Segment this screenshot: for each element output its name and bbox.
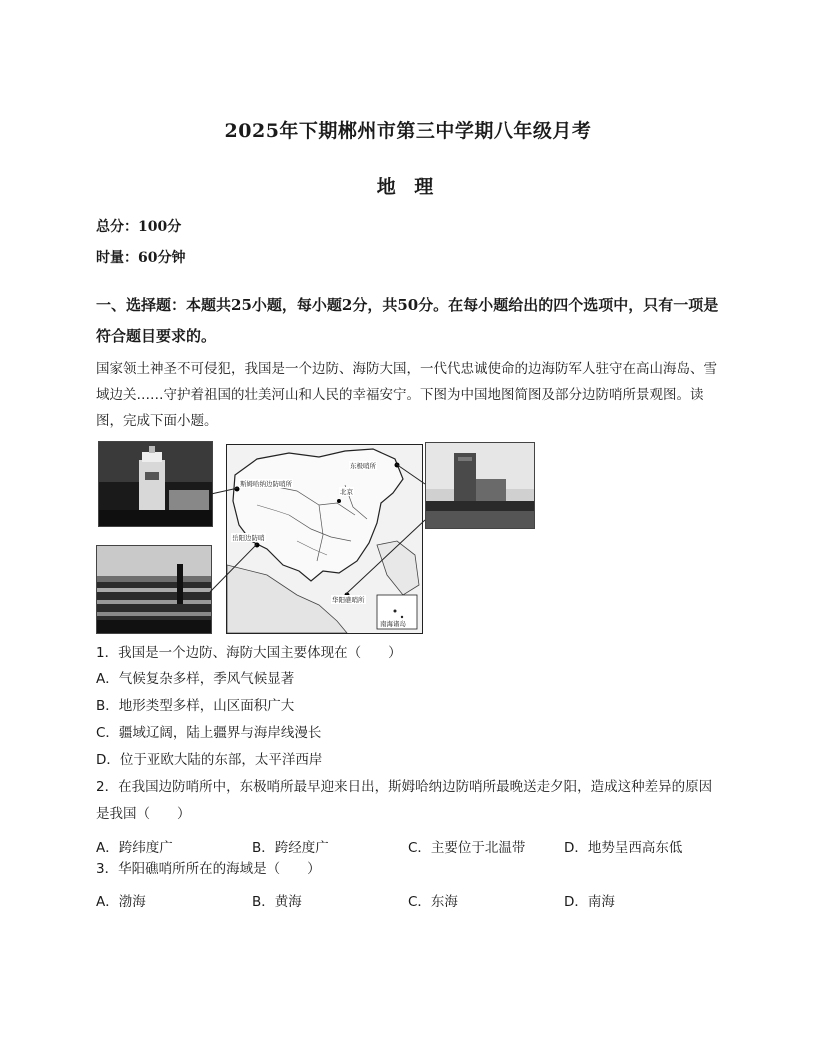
option-a[interactable]: A．跨纬度广 [96, 840, 173, 856]
option-d[interactable]: D．地势呈西高东低 [564, 840, 683, 856]
photo-west-post [98, 441, 213, 527]
total-score: 总分：100分 [96, 219, 182, 235]
option-a[interactable]: A．渤海 [96, 894, 146, 910]
label-capital: 北京 [340, 488, 353, 496]
question-stem: 2．在我国边防哨所中，东极哨所最早迎来日出，斯姆哈纳边防哨所最晚送走夕阳，造成这种差异的原因是我国（ ） [96, 779, 713, 822]
option-a[interactable]: A．气候复杂多样，季风气候显著 [96, 671, 295, 687]
option-c[interactable]: C．东海 [408, 894, 458, 910]
option-c[interactable]: C．疆域辽阔，陆上疆界与海岸线漫长 [96, 725, 322, 741]
label-south-post: 华阳礁哨所 [332, 596, 365, 604]
option-b[interactable]: B．地形类型多样，山区面积广大 [96, 698, 295, 714]
option-d[interactable]: D．位于亚欧大陆的东部，太平洋西岸 [96, 752, 323, 768]
section-heading: 一、选择题：本题共25小题，每小题2分，共50分。在每小题给出的四个选项中，只有一项是符合题目要求的。 [96, 296, 719, 345]
time-limit: 时量：60分钟 [96, 250, 186, 266]
option-b[interactable]: B．黄海 [252, 894, 302, 910]
reading-passage: 国家领土神圣不可侵犯，我国是一个边防、海防大国，一代代忠诚使命的边海防军人驻守在高山海岛、雪域边关……守护着祖国的壮美河山和人民的幸福安宁。下图为中国地图简图及部分边防哨所景观图。读图，完成下面小题。 [96, 361, 717, 429]
option-b[interactable]: B．跨经度广 [252, 840, 329, 856]
label-southwest-post: 岳阳边防哨 [232, 534, 265, 542]
option-d[interactable]: D．南海 [564, 894, 615, 910]
subject-title: 地 理 [376, 176, 440, 198]
option-c[interactable]: C．主要位于北温带 [408, 840, 526, 856]
china-map [226, 444, 423, 634]
photo-east-post [425, 442, 535, 529]
label-west-post: 斯姆哈纳边防哨所 [240, 480, 292, 488]
question-stem: 1．我国是一个边防、海防大国主要体现在（ ） [96, 645, 402, 661]
exam-title: 2025年下期郴州市第三中学期八年级月考 [224, 120, 592, 142]
question-stem: 3．华阳礁哨所所在的海域是（ ） [96, 861, 321, 877]
photo-southwest-post [96, 545, 212, 634]
label-northeast-post: 东极哨所 [350, 462, 376, 470]
label-islands: 南海诸岛 [380, 620, 406, 628]
